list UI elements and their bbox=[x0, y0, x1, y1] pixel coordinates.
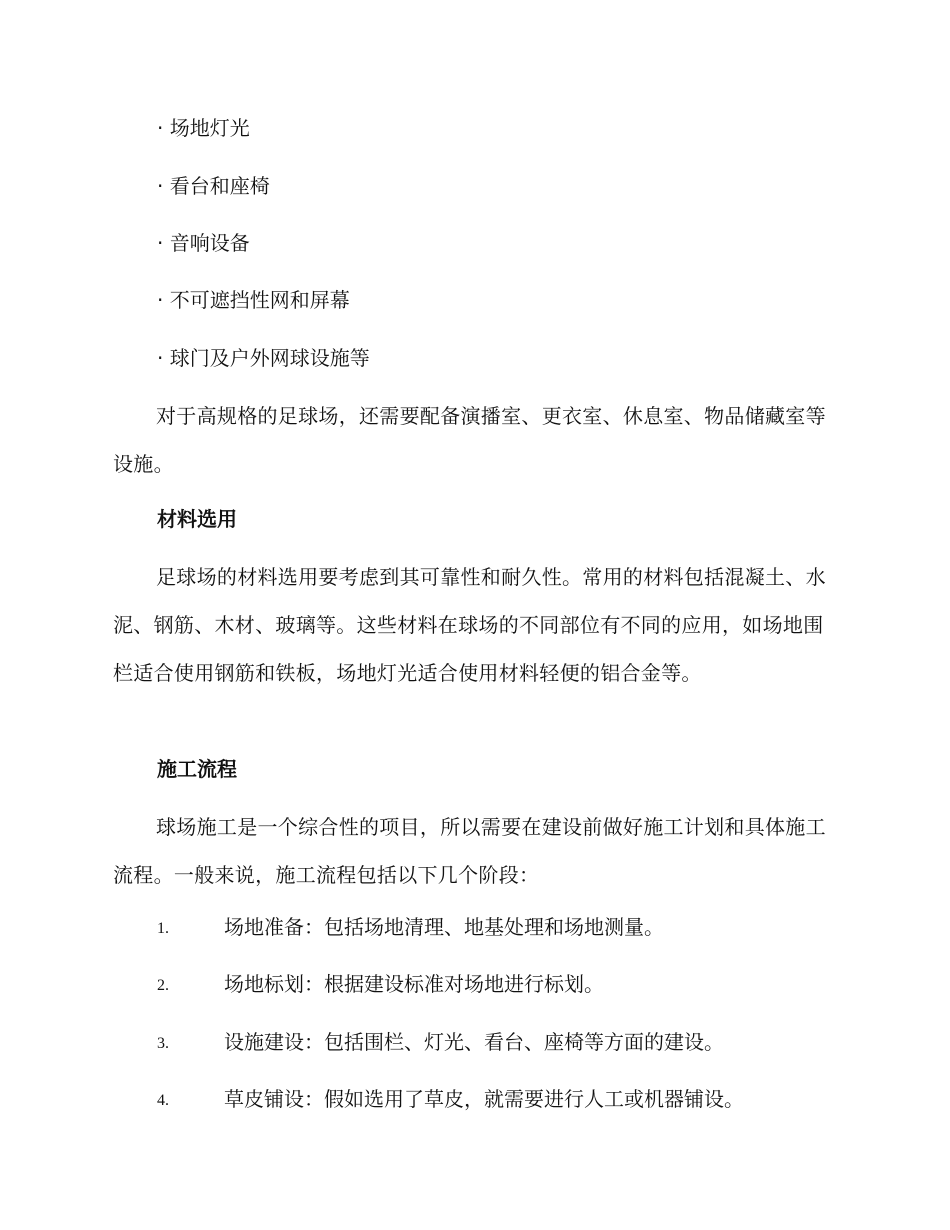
section-heading-construction: 施工流程 bbox=[157, 757, 237, 781]
list-item-text: 设施建设：包括围栏、灯光、看台、座椅等方面的建设。 bbox=[224, 1030, 724, 1054]
bullet-item: · 不可遮挡性网和屏幕 bbox=[157, 288, 350, 312]
bullet-item: · 看台和座椅 bbox=[157, 174, 270, 198]
numbered-list-item bbox=[157, 970, 857, 998]
list-item-text: 场地准备：包括场地清理、地基处理和场地测量。 bbox=[224, 915, 664, 939]
list-number: 3. bbox=[157, 1035, 169, 1052]
list-number: 1. bbox=[157, 920, 169, 937]
paragraph-construction: 球场施工是一个综合性的项目，所以需要在建设前做好施工计划和具体施工流程。一般来说，施工流程包括以下几个阶段： bbox=[113, 815, 826, 887]
bullet-item: · 球门及户外网球设施等 bbox=[157, 346, 370, 370]
list-item-text: 场地标划：根据建设标准对场地进行标划。 bbox=[224, 972, 604, 996]
paragraph-facilities: 对于高规格的足球场，还需要配备演播室、更衣室、休息室、物品储藏室等设施。 bbox=[113, 404, 826, 476]
section-heading-materials: 材料选用 bbox=[157, 507, 237, 531]
numbered-list-item bbox=[157, 1028, 857, 1056]
bullet-item: · 场地灯光 bbox=[157, 116, 250, 140]
paragraph-materials: 足球场的材料选用要考虑到其可靠性和耐久性。常用的材料包括混凝土、水泥、钢筋、木材、玻璃等。这些材料在球场的不同部位有不同的应用，如场地围栏适合使用钢筋和铁板，场地灯光适合使用材料轻便的铝合金等。 bbox=[113, 565, 826, 685]
list-item-text: 草皮铺设：假如选用了草皮，就需要进行人工或机器铺设。 bbox=[224, 1087, 744, 1111]
numbered-list-item bbox=[157, 913, 857, 941]
bullet-item: · 音响设备 bbox=[157, 231, 250, 255]
numbered-list-item bbox=[157, 1085, 857, 1113]
list-number: 2. bbox=[157, 977, 169, 994]
list-number: 4. bbox=[157, 1092, 169, 1109]
